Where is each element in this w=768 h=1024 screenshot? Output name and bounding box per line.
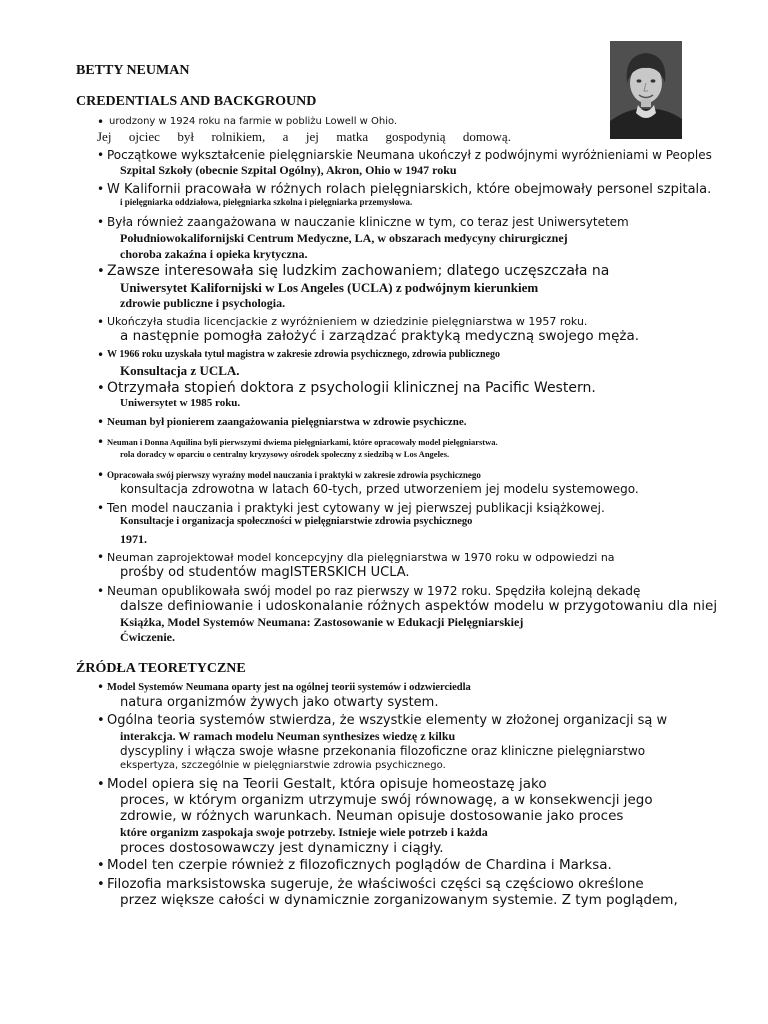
bullet-marker: •	[97, 858, 105, 873]
text-line: i pielęgniarka oddziałowa, pielęgniarka szkolna i pielęgniarka przemysłowa.	[120, 197, 413, 207]
bullet-marker: •	[97, 680, 105, 694]
text-line: natura organizmów żywych jako otwarty system.	[120, 695, 439, 710]
text-line: Zawsze interesowała się ludzkim zachowaniem; dlatego uczęszczała na	[107, 263, 610, 279]
text-line: a następnie pomogła założyć i zarządzać praktyką medyczną swojego męża.	[120, 328, 640, 344]
text-line: dalsze definiowanie i udoskonalanie różnych aspektów modelu w przygotowaniu dla niej	[120, 598, 718, 614]
bullet-marker: •	[97, 468, 105, 482]
word: rolnikiem,	[211, 129, 266, 144]
bullet-marker: •	[97, 381, 105, 396]
word: Jej	[97, 129, 112, 144]
text-line: Uniwersytet Kalifornijski w Los Angeles (UCLA) z podwójnym kierunkiem	[120, 280, 539, 295]
bullet-marker: •	[97, 415, 105, 429]
text-line: które organizm zaspokaja swoje potrzeby. Istnieje wiele potrzeb i każda	[120, 825, 488, 839]
text-line: Ćwiczenie.	[120, 630, 175, 644]
text-line: Książka, Model Systemów Neumana: Zastosowanie w Edukacji Pielęgniarskiej	[120, 615, 524, 629]
text-line: Ukończyła studia licencjackie z wyróżnieniem w dziedzinie pielęgniarstwa w 1957 roku.	[107, 315, 588, 328]
word: gospodynią	[385, 129, 446, 144]
text-line: Ten model nauczania i praktyki jest cytowany w jej pierwszej publikacji książkowej.	[107, 501, 605, 515]
bullet-marker: •	[97, 348, 105, 362]
text-line: Uniwersytet w 1985 roku.	[120, 397, 241, 409]
text-line: Początkowe wykształcenie pielęgniarskie Neumana ukończył z podwójnymi wyróżnieniami w Peoples	[107, 148, 712, 162]
bullet-marker: •	[97, 435, 105, 449]
text-line: przez większe całości w dynamicznie zorganizowanym systemie. Z tym poglądem,	[120, 892, 678, 908]
bullet-marker: •	[97, 115, 105, 129]
bullet-marker: •	[97, 315, 105, 329]
section-heading-credentials: CREDENTIALS AND BACKGROUND	[76, 94, 317, 109]
section-heading-theoretical-sources: ŹRÓDŁA TEORETYCZNE	[76, 661, 246, 676]
bullet-marker: •	[97, 777, 105, 792]
text-line: Model ten czerpie również z filozoficznych poglądów de Chardina i Marksa.	[107, 857, 612, 873]
text-line: Ogólna teoria systemów stwierdza, że wszystkie elementy w złożonej organizacji są w	[107, 713, 668, 728]
text-line: ekspertyza, szczególnie w pielęgniarstwie zdrowia psychicznego.	[120, 760, 446, 771]
text-line: Filozofia marksistowska sugeruje, że właściwości części są częściowo określone	[107, 876, 644, 892]
text-line: rola doradcy w oparciu o centralny kryzysowy ośrodek społeczny z siedzibą w Los Angeles.	[120, 449, 450, 459]
text-line: zdrowie, w różnych warunkach. Neuman opisuje dostosowanie jako proces	[120, 808, 624, 824]
text-line: proces, w którym organizm utrzymuje swój równowagę, a w konsekwencji jego	[120, 792, 653, 808]
bullet-marker: •	[97, 264, 105, 279]
bullet-marker: •	[97, 182, 105, 196]
text-line: Opracowała swój pierwszy wyraźny model nauczania i praktyki w zakresie zdrowia psychicznego	[107, 470, 481, 480]
word: a	[282, 129, 289, 144]
text-line: Konsultacja z UCLA.	[120, 363, 240, 378]
bullet-marker: •	[97, 713, 105, 728]
text-line: proces dostosowawczy jest dynamiczny i ciągły.	[120, 840, 444, 856]
text-line: 1971.	[120, 532, 147, 546]
text-line: Model Systemów Neumana oparty jest na ogólnej teorii systemów i odzwierciedla	[107, 682, 471, 693]
text-line: zdrowie publiczne i psychologia.	[120, 296, 286, 310]
bullet-marker: •	[97, 215, 105, 229]
text-line: interakcja. W ramach modelu Neuman synthesizes wiedzę z kilku	[120, 729, 456, 743]
text-line: Była również zaangażowana w nauczanie kliniczne w tym, co teraz jest Uniwersytetem	[107, 215, 629, 229]
text-line: Konsultacje i organizacja społeczności w pielęgniarstwie zdrowia psychicznego	[120, 516, 473, 527]
portrait-photo	[610, 41, 682, 139]
bullet-marker: •	[97, 550, 105, 564]
text-line: Model opiera się na Teorii Gestalt, która opisuje homeostazę jako	[107, 776, 547, 792]
text-line: choroba zakaźna i opieka krytyczna.	[120, 247, 308, 261]
justified-line	[97, 129, 511, 145]
text-line: Neuman zaprojektował model koncepcyjny dla pielęgniarstwa w 1970 roku w odpowiedzi na	[107, 551, 615, 564]
text-line: Otrzymała stopień doktora z psychologii klinicznej na Pacific Western.	[107, 380, 596, 396]
text-line: W Kalifornii pracowała w różnych rolach pielęgniarskich, które obejmowały personel szpitala.	[107, 182, 712, 197]
bullet-marker: •	[97, 584, 105, 598]
text-line: Neuman i Donna Aquilina byli pierwszymi dwiema pielęgniarkami, które opracowały model pielęgniarstwa.	[107, 437, 498, 447]
word: matka	[336, 129, 369, 144]
bullet-marker: •	[97, 501, 105, 515]
text-line: dyscypliny i włącza swoje własne przekonania filozoficzne oraz kliniczne pielęgniarstwo	[120, 744, 646, 758]
bullet-marker: •	[97, 148, 105, 162]
text-line: Południowokalifornijski Centrum Medyczne, LA, w obszarach medycyny chirurgicznej	[120, 231, 568, 245]
word: domową.	[462, 129, 511, 144]
word: jej	[305, 129, 319, 144]
text-line: W 1966 roku uzyskała tytuł magistra w zakresie zdrowia psychicznego, zdrowia publicznego	[107, 349, 500, 360]
word: był	[177, 129, 194, 144]
bullet-marker: •	[97, 877, 105, 892]
text-line: urodzony w 1924 roku na farmie w pobliżu Lowell w Ohio.	[109, 116, 398, 127]
text-line: Szpital Szkoły (obecnie Szpital Ogólny), Akron, Ohio w 1947 roku	[120, 163, 457, 177]
text-line: konsultacja zdrowotna w latach 60-tych, przed utworzeniem jej modelu systemowego.	[120, 482, 639, 496]
text-line: Neuman opublikowała swój model po raz pierwszy w 1972 roku. Spędziła kolejną dekadę	[107, 584, 641, 598]
document-title: BETTY NEUMAN	[76, 63, 190, 78]
word: ojciec	[128, 129, 160, 144]
text-line: prośby od studentów magISTERSKICH UCLA.	[120, 565, 410, 580]
text-line: Neuman był pionierem zaangażowania pielęgniarstwa w zdrowie psychiczne.	[107, 416, 467, 428]
